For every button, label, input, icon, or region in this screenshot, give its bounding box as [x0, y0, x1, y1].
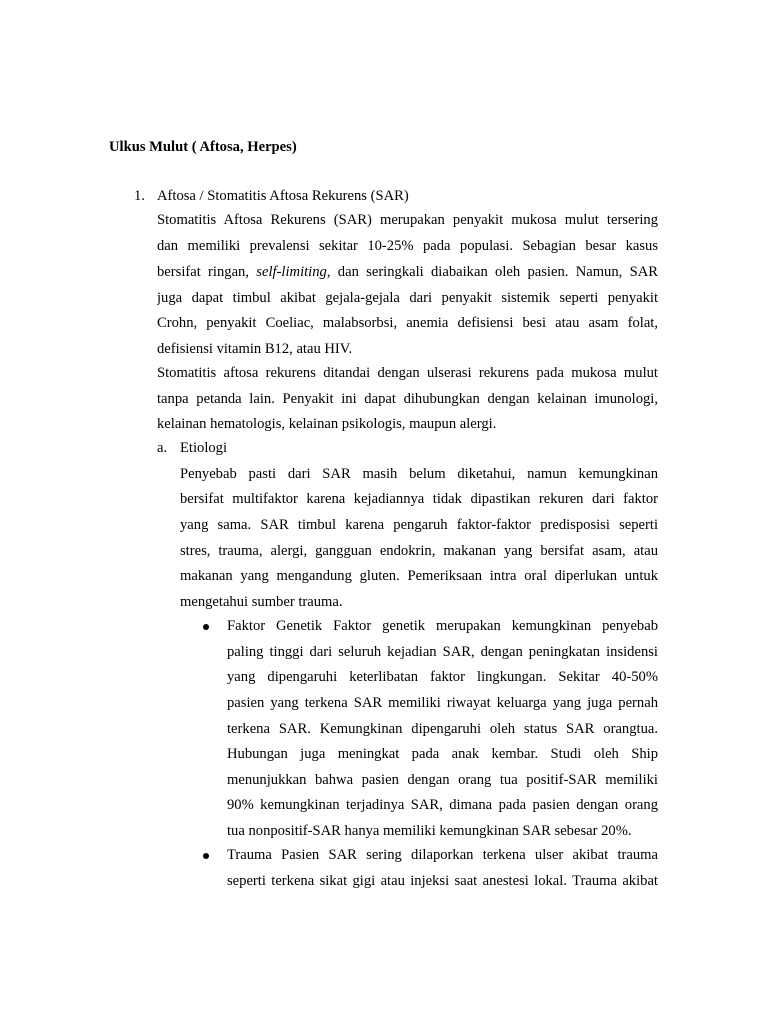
paragraph-line: Penyebab pasti dari SAR masih belum diketahui, namun kemungkinan — [180, 466, 658, 482]
bullet-line: tua nonpositif-SAR hanya memiliki kemungkinan SAR sebesar 20%. — [227, 823, 632, 839]
bullet-line: 90% kemungkinan terjadinya SAR, dimana pada pasien dengan orang — [227, 797, 658, 813]
paragraph-line: bersifat multifaktor karena kejadiannya tidak dipastikan rekuren dari faktor — [180, 491, 658, 507]
text-run: bersifat ringan, — [157, 264, 257, 280]
paragraph-line: makanan yang mengandung gluten. Pemeriksaan intra oral diperlukan untuk — [180, 568, 658, 584]
bullet-icon — [203, 853, 209, 859]
bullet-line: menunjukkan bahwa pasien dengan orang tua positif-SAR memiliki — [227, 772, 658, 788]
bullet-line: pasien yang terkena SAR memiliki riwayat keluarga yang juga pernah — [227, 695, 658, 711]
bullet-line: paling tinggi dari seluruh kejadian SAR, dengan peningkatan insidensi — [227, 644, 658, 660]
bullet-line: seperti terkena sikat gigi atau injeksi saat anestesi lokal. Trauma akibat — [227, 873, 658, 889]
text-run: , dan seringkali diabaikan oleh pasien. Namun, SAR — [326, 264, 658, 280]
italic-term: self-limiting — [256, 264, 327, 280]
paragraph-line: mengetahui sumber trauma. — [180, 594, 343, 610]
bullet-line: yang dipengaruhi keterlibatan faktor lingkungan. Sekitar 40-50% — [227, 669, 658, 685]
paragraph-line: juga dapat timbul akibat gejala-gejala dari penyakit sistemik seperti penyakit — [157, 290, 658, 306]
section-number: 1. — [134, 188, 145, 204]
paragraph-line: kelainan hematologis, kelainan psikologis, maupun alergi. — [157, 416, 497, 432]
bullet-icon — [203, 624, 209, 630]
subsection-heading: Etiologi — [180, 440, 228, 456]
paragraph-line: tanpa petanda lain. Penyakit ini dapat dihubungkan dengan kelainan imunologi, — [157, 391, 658, 407]
paragraph-line — [157, 263, 658, 281]
paragraph-line: Stomatitis aftosa rekurens ditandai dengan ulserasi rekurens pada mukosa mulut — [157, 365, 658, 381]
paragraph-line: dan memiliki prevalensi sekitar 10-25% pada populasi. Sebagian besar kasus — [157, 238, 658, 254]
bullet-line: Faktor Genetik Faktor genetik merupakan kemungkinan penyebab — [227, 618, 658, 634]
section-heading: Aftosa / Stomatitis Aftosa Rekurens (SAR) — [157, 188, 409, 204]
bullet-line: terkena SAR. Kemungkinan dipengaruhi oleh status SAR orangtua. — [227, 721, 658, 737]
paragraph-line: Crohn, penyakit Coeliac, malabsorbsi, anemia defisiensi besi atau asam folat, — [157, 315, 658, 331]
paragraph-line: yang sama. SAR timbul karena pengaruh faktor-faktor predisposisi seperti — [180, 517, 658, 533]
bullet-line: Hubungan juga meningkat pada anak kembar. Studi oleh Ship — [227, 746, 658, 762]
bullet-line: Trauma Pasien SAR sering dilaporkan terkena ulser akibat trauma — [227, 847, 658, 863]
subsection-marker: a. — [157, 440, 168, 456]
paragraph-line: Stomatitis Aftosa Rekurens (SAR) merupakan penyakit mukosa mulut tersering — [157, 212, 658, 228]
paragraph-line: stres, trauma, alergi, gangguan endokrin, makanan yang bersifat asam, atau — [180, 543, 658, 559]
document-title: Ulkus Mulut ( Aftosa, Herpes) — [109, 139, 297, 155]
paragraph-line: defisiensi vitamin B12, atau HIV. — [157, 341, 353, 357]
